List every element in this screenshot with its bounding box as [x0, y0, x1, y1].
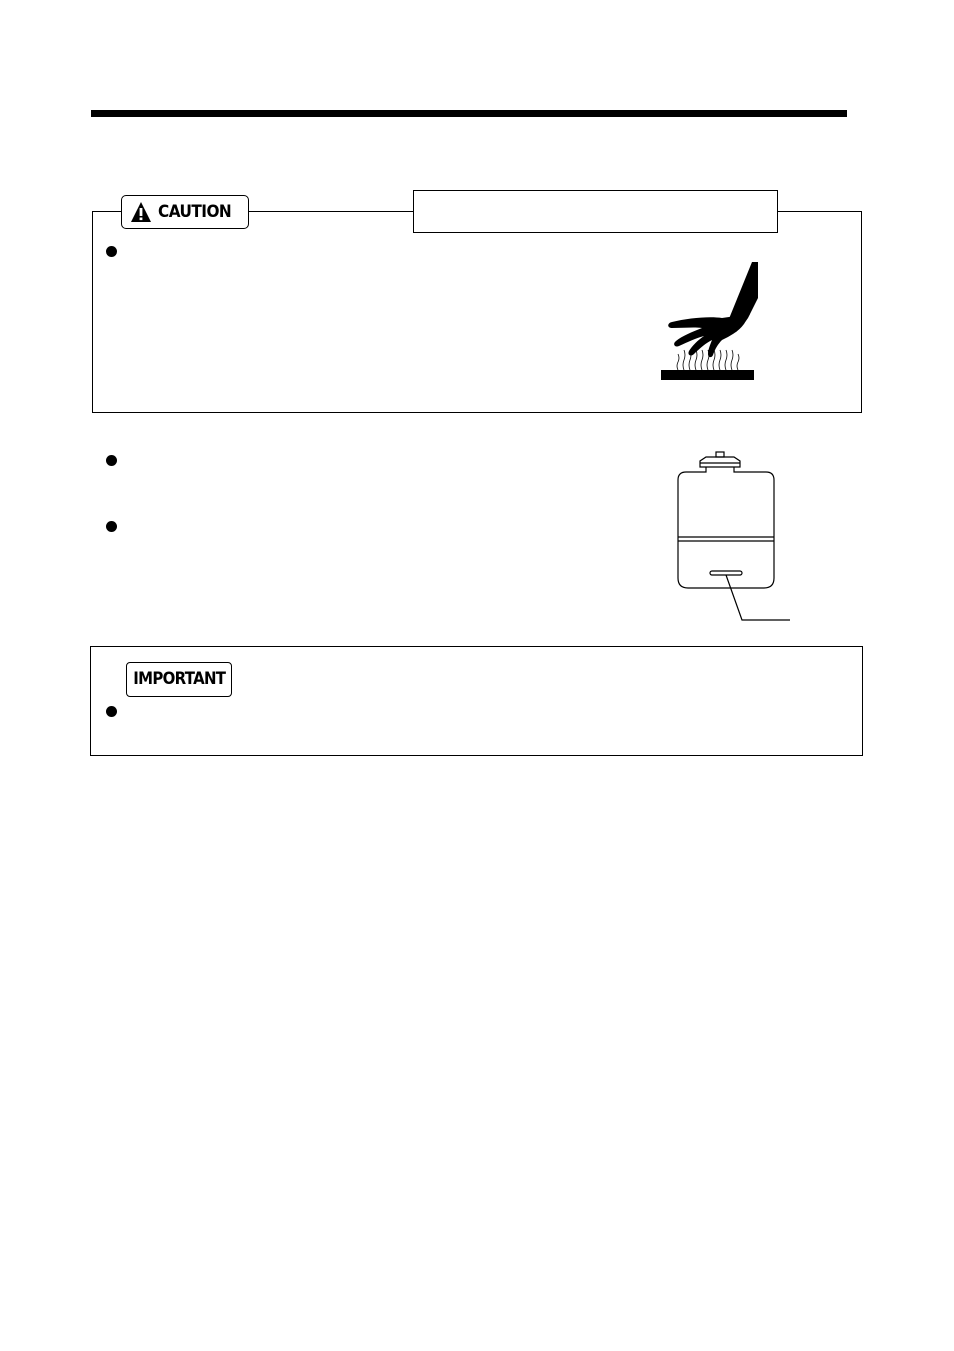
caution-bullet	[106, 246, 117, 257]
top-rule	[91, 110, 847, 117]
warning-triangle-icon	[130, 201, 152, 223]
caution-label	[121, 195, 249, 229]
important-label-text: IMPORTANT	[133, 669, 226, 689]
list-bullet-2	[106, 521, 117, 532]
header-box	[413, 190, 778, 233]
caution-label-text: CAUTION	[158, 201, 232, 222]
list-bullet-1	[106, 455, 117, 466]
bottle-with-level-mark-icon	[672, 448, 794, 628]
hot-surface-hand-icon	[658, 258, 758, 384]
important-bullet	[106, 706, 117, 717]
important-label	[126, 662, 232, 697]
